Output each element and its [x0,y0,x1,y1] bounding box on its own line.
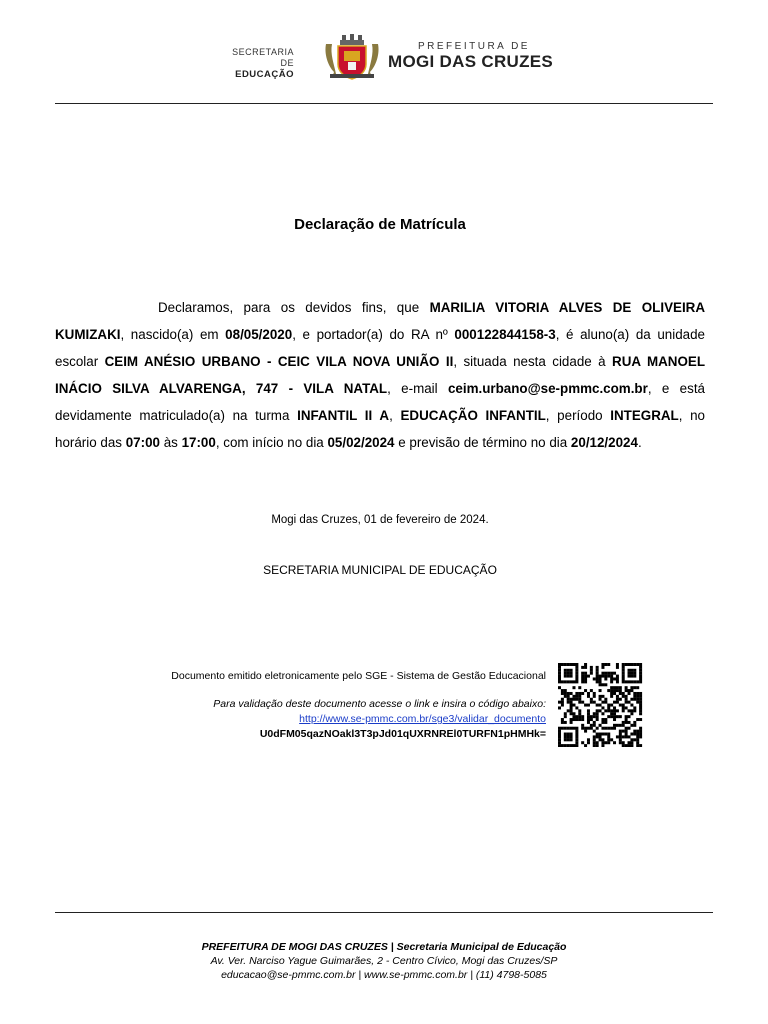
declaration-paragraph: Declaramos, para os devidos fins, que MARILIA VITORIA ALVES DE OLIVEIRA KUMIZAKI, nascido(a) em 08/05/2020, e portador(a) do RA nº 000122844158-3, é aluno(a) da unidade escolar CEIM ANÉSIO URBANO - CEIC VILA NOVA UNIÃO II, situada nesta cidade à RUA MANOEL INÁCIO SILVA ALVARENGA, 747 - VILA NATAL, e-mail ceim.urbano@se-pmmc.com.br, e está devidamente matriculado(a) na turma INFANTIL II A, EDUCAÇÃO INFANTIL, período INTEGRAL, no horário das 07:00 às 17:00, com início no dia 05/02/2024 e previsão de término no dia 20/12/2024. [55,300,706,450]
footer-divider [55,912,713,913]
student-ra: 000122844158-3 [454,327,556,342]
prefeitura-logo [388,41,553,72]
school-address: RUA MANOEL INÁCIO SILVA ALVARENGA, 747 - VILA NATAL [55,354,705,396]
signature-line: SECRETARIA MUNICIPAL DE EDUCAÇÃO [263,563,497,577]
prefeitura-logo-line1: PREFEITURA DE [418,41,530,52]
school-email: ceim.urbano@se-pmmc.com.br [447,381,648,396]
birth-date: 08/05/2020 [225,327,293,342]
emission-note: Documento emitido eletronicamente pelo SGE - Sistema de Gestão Educacional [171,670,546,682]
secretaria-logo-line1: SECRETARIA DE [232,47,294,68]
footer-line3: educacao@se-pmmc.com.br | www.se-pmmc.com.br | (11) 4798-5085 [221,969,547,981]
class-name: INFANTIL II A [297,408,390,423]
city-coat-of-arms-icon [322,34,382,80]
footer [0,940,768,982]
school-name: CEIM ANÉSIO URBANO - CEIC VILA NOVA UNIÃO II [104,354,454,369]
document-title: Declaração de Matrícula [294,216,466,233]
secretaria-logo-line2: EDUCAÇÃO [235,69,294,80]
validation-code: U0dFM05qazNOakl3T3pJd01qUXRNREl0TURFN1pHMHk= [259,728,546,740]
start-time: 07:00 [125,435,160,450]
end-date: 20/12/2024 [570,435,638,450]
validation-block [100,697,546,742]
prefeitura-logo-line2: MOGI DAS CRUZES [388,52,554,71]
footer-line2: Av. Ver. Narciso Yague Guimarães, 2 - Centro Cívico, Mogi das Cruzes/SP [210,955,558,967]
header-divider [55,103,713,104]
secretaria-logo [218,47,294,80]
validation-note: Para validação deste documento acesse o link e insira o código abaixo: [213,698,546,710]
letterhead [0,32,768,82]
student-name: MARILIA VITORIA ALVES DE OLIVEIRA KUMIZAKI [55,300,706,342]
footer-line1: PREFEITURA DE MOGI DAS CRUZES | Secretaria Municipal de Educação [201,941,567,953]
start-date: 05/02/2024 [327,435,395,450]
education-level: EDUCAÇÃO INFANTIL [400,408,546,423]
validation-link[interactable]: http://www.se-pmmc.com.br/sge3/validar_documento [299,713,546,725]
period: INTEGRAL [610,408,679,423]
city-date: Mogi das Cruzes, 01 de fevereiro de 2024. [271,514,489,526]
end-time: 17:00 [181,435,216,450]
qr-code-icon [556,663,644,747]
